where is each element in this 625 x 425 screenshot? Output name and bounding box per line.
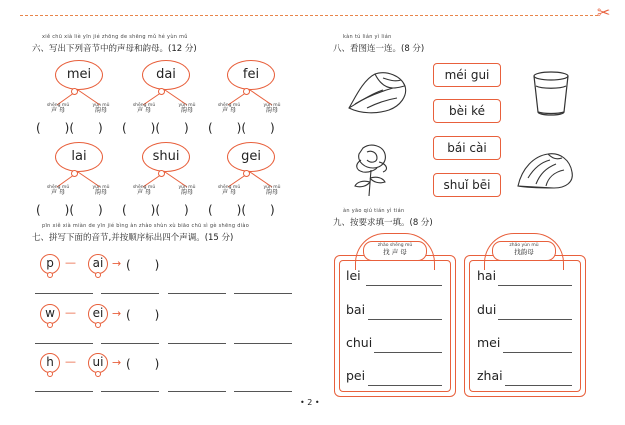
board-word: hai xyxy=(477,268,497,283)
board-word: zhai xyxy=(477,368,503,383)
writing-line[interactable] xyxy=(35,391,93,392)
cabbage-icon xyxy=(345,68,411,118)
shengmu-label: shēng mǔ 声 母 xyxy=(132,103,156,115)
board-word: dui xyxy=(477,302,497,317)
section-6-title: xiě chū xià liè yīn jié zhōng de shēng mǔ hé yùn mǔ 六、写出下列音节中的声母和韵母。(12 分) xyxy=(32,34,197,54)
answer-parens[interactable]: ( ) xyxy=(126,258,160,272)
syllable-bubble: mei xyxy=(55,60,103,90)
arrow-icon: → xyxy=(112,257,122,270)
pinyin-word-box[interactable]: bèi ké xyxy=(433,99,501,123)
yunmu-label: yùn mǔ 韵母 xyxy=(92,103,110,115)
writing-line[interactable] xyxy=(503,352,572,353)
section-9-title: àn yāo qiú tián yì tián 九、按要求填一填。(8 分) xyxy=(333,208,433,228)
dash-sign: — xyxy=(65,355,76,368)
initial-circle: w xyxy=(40,304,60,324)
writing-line[interactable] xyxy=(498,285,572,286)
board-word: mei xyxy=(477,335,501,350)
writing-line[interactable] xyxy=(498,319,572,320)
pinyin-word-box[interactable]: bái cài xyxy=(433,136,501,160)
writing-line[interactable] xyxy=(374,352,442,353)
writing-line[interactable] xyxy=(101,391,159,392)
writing-line[interactable] xyxy=(35,293,93,294)
answer-parens[interactable]: ( ) xyxy=(126,357,160,371)
board-word: pei xyxy=(346,368,366,383)
initial-circle: p xyxy=(40,254,60,274)
dash-sign: — xyxy=(65,306,76,319)
syllable-bubble: fei xyxy=(227,60,275,90)
board-word: bai xyxy=(346,302,366,317)
dash-sign: — xyxy=(65,256,76,269)
shengmu-label: shēng mǔ 声 母 xyxy=(46,103,70,115)
shengmu-label: shēng mǔ 声 母 xyxy=(46,185,70,197)
syllable-bubble: shui xyxy=(142,142,190,172)
yunmu-label: yùn mǔ 韵母 xyxy=(92,185,110,197)
section-6-title-pinyin: xiě chū xià liè yīn jié zhōng de shēng mǔ hé yùn mǔ xyxy=(42,34,188,40)
yunmu-label: yùn mǔ 韵母 xyxy=(263,103,281,115)
page-number: • 2 • xyxy=(300,398,320,407)
section-7-title: pīn xiě xià miàn de yīn jié bìng àn zhào shùn xù biāo chū sì gè shēng diào 七、拼写下面的音节,并按顺序标出四个声调。(15 分) xyxy=(32,223,250,243)
board-word: chui xyxy=(346,335,373,350)
yunmu-label: yùn mǔ 韵母 xyxy=(263,185,281,197)
writing-line[interactable] xyxy=(234,343,292,344)
shengmu-label: shēng mǔ 声 母 xyxy=(217,103,241,115)
board-word: lei xyxy=(346,268,361,283)
writing-line[interactable] xyxy=(101,343,159,344)
writing-line[interactable] xyxy=(368,319,442,320)
writing-line[interactable] xyxy=(101,293,159,294)
syllable-bubble: lai xyxy=(55,142,103,172)
writing-line[interactable] xyxy=(234,391,292,392)
final-circle: ei xyxy=(88,304,108,324)
yunmu-label: yùn mǔ 韵母 xyxy=(178,185,196,197)
yunmu-label: yùn mǔ 韵母 xyxy=(178,103,196,115)
answer-parens[interactable]: ( )( ) xyxy=(122,121,189,135)
writing-line[interactable] xyxy=(168,293,226,294)
section-8-title: kàn tú lián yì lián 八、看图连一连。(8 分) xyxy=(333,34,425,54)
shengmu-label: shēng mǔ 声 母 xyxy=(217,185,241,197)
water-glass-icon xyxy=(530,70,572,118)
initial-circle: h xyxy=(40,353,60,373)
syllable-bubble: dai xyxy=(142,60,190,90)
arrow-icon: → xyxy=(112,307,122,320)
right-board-sign: zhǎo yùn mǔ 找韵母 xyxy=(492,241,556,261)
arrow-icon: → xyxy=(112,356,122,369)
left-board-sign: zhǎo shēng mǔ 找 声 母 xyxy=(363,241,427,261)
section-8-title-pinyin: kàn tú lián yì lián xyxy=(343,34,392,40)
writing-line[interactable] xyxy=(505,385,572,386)
answer-parens[interactable]: ( ) xyxy=(126,308,160,322)
writing-line[interactable] xyxy=(368,385,442,386)
answer-parens[interactable]: ( )( ) xyxy=(122,203,189,217)
writing-line[interactable] xyxy=(168,343,226,344)
pinyin-word-box[interactable]: méi gui xyxy=(433,63,501,87)
writing-line[interactable] xyxy=(168,391,226,392)
scissors-icon: ✂ xyxy=(597,3,611,22)
answer-parens[interactable]: ( )( ) xyxy=(208,121,275,135)
shengmu-label: shēng mǔ 声 母 xyxy=(132,185,156,197)
rose-icon xyxy=(345,142,401,198)
section-9-title-pinyin: àn yāo qiú tián yì tián xyxy=(343,208,405,214)
answer-parens[interactable]: ( )( ) xyxy=(36,121,103,135)
seashell-icon xyxy=(514,148,576,192)
writing-line[interactable] xyxy=(234,293,292,294)
section-7-title-pinyin: pīn xiě xià miàn de yīn jié bìng àn zhào shùn xù biāo chū sì gè shēng diào xyxy=(42,223,250,229)
answer-parens[interactable]: ( )( ) xyxy=(36,203,103,217)
writing-line[interactable] xyxy=(366,285,442,286)
final-circle: ui xyxy=(88,353,108,373)
answer-parens[interactable]: ( )( ) xyxy=(208,203,275,217)
writing-line[interactable] xyxy=(35,343,93,344)
pinyin-word-box[interactable]: shuǐ bēi xyxy=(433,173,501,197)
final-circle: ai xyxy=(88,254,108,274)
syllable-bubble: gei xyxy=(227,142,275,172)
